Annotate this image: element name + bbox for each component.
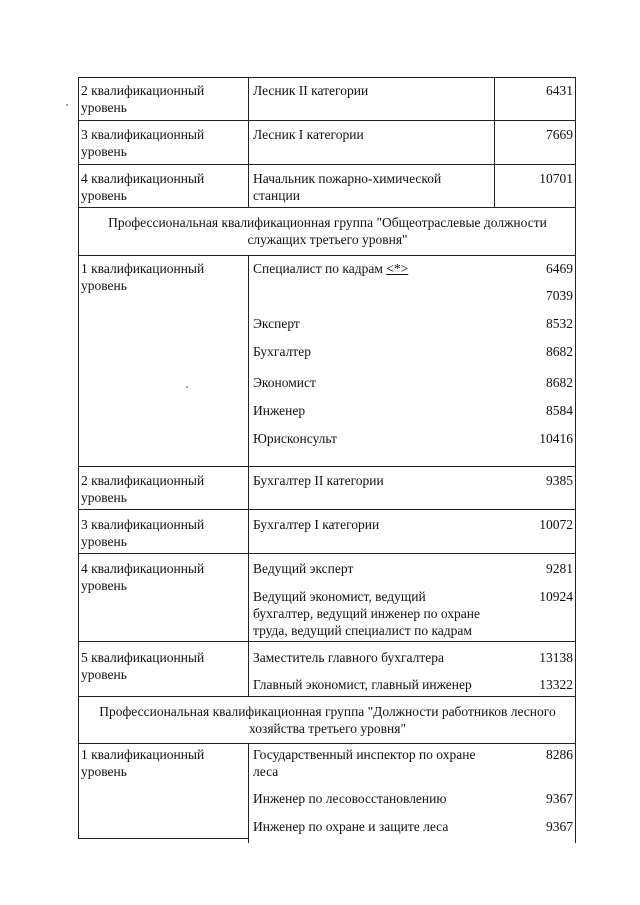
position-cell: Эксперт	[253, 316, 300, 331]
rule	[575, 77, 576, 843]
position-cell	[253, 260, 408, 277]
salary-value: 9367	[546, 791, 573, 806]
level-cell: 2 квалификационный уровень	[81, 473, 205, 505]
rule	[78, 255, 575, 256]
rule	[78, 641, 575, 642]
salary-value: 8584	[546, 403, 573, 418]
rule	[78, 77, 575, 78]
rule	[78, 77, 79, 838]
rule	[78, 207, 575, 208]
level-cell: 2 квалификационный уровень	[81, 83, 205, 115]
salary-value: 9385	[546, 473, 573, 488]
salary-value: 13322	[539, 677, 573, 692]
group-header: Профессиональная квалификационная группа "Общеотраслевые должности служащих третьего уровня"	[108, 215, 547, 247]
salary-value: 7039	[546, 288, 573, 303]
salary-value: 13138	[539, 650, 573, 665]
footnote-link[interactable]: <*>	[386, 261, 409, 276]
rule	[78, 696, 575, 697]
position-cell: Бухгалтер	[253, 344, 311, 359]
rule	[78, 120, 575, 121]
salary-value: 8532	[546, 316, 573, 331]
rule	[248, 77, 249, 207]
salary-value: 10416	[539, 431, 573, 446]
level-cell: 4 квалификационный уровень	[81, 561, 205, 593]
level-cell: 5 квалификационный уровень	[81, 650, 205, 682]
position-cell: Ведущий эксперт	[253, 561, 354, 576]
salary-value: 10924	[539, 589, 573, 604]
position-cell: Инженер	[253, 403, 306, 418]
level-cell: 3 квалификационный уровень	[81, 127, 205, 159]
scan-speck	[66, 104, 68, 106]
salary-value: 9367	[546, 819, 573, 834]
salary-value: 8682	[546, 344, 573, 359]
salary-value: 6469	[546, 261, 573, 276]
position-cell: Экономист	[253, 375, 316, 390]
salary-value: 8682	[546, 375, 573, 390]
position-cell: Начальник пожарно-химической станции	[253, 171, 442, 203]
rule	[78, 553, 575, 554]
rule	[78, 164, 575, 165]
rule	[78, 743, 575, 744]
level-cell: 1 квалификационный уровень	[81, 261, 205, 293]
level-cell: 4 квалификационный уровень	[81, 171, 205, 203]
position-cell: Заместитель главного бухгалтера	[253, 650, 445, 665]
position-cell: Бухгалтер II категории	[253, 473, 384, 488]
salary-value: 6431	[546, 83, 573, 98]
position-cell: Инженер по охране и защите леса	[253, 819, 449, 834]
scan-speck	[186, 386, 188, 388]
salary-value: 8286	[546, 747, 573, 762]
position-label: Специалист по кадрам	[253, 261, 383, 276]
position-cell: Лесник II категории	[253, 83, 369, 98]
position-cell: Лесник I категории	[253, 127, 364, 142]
position-cell: Ведущий экономист, ведущий бухгалтер, ведущий инженер по охране труда, ведущий специалист по кадрам	[253, 589, 480, 638]
position-cell: Бухгалтер I категории	[253, 517, 380, 532]
rule	[78, 466, 575, 467]
position-cell: Главный экономист, главный инженер	[253, 677, 472, 692]
rule	[78, 509, 575, 510]
salary-value: 9281	[546, 561, 573, 576]
rule	[248, 743, 249, 843]
rule	[78, 838, 248, 839]
position-cell: Государственный инспектор по охране леса	[253, 747, 476, 779]
group-header: Профессиональная квалификационная группа "Должности работников лесного хозяйства третьего уровня"	[99, 704, 556, 736]
salary-value: 10072	[539, 517, 573, 532]
position-cell: Инженер по лесовосстановлению	[253, 791, 447, 806]
salary-value: 7669	[546, 127, 573, 142]
rule	[494, 77, 495, 207]
position-cell: Юрисконсульт	[253, 431, 337, 446]
salary-value: 10701	[539, 171, 573, 186]
level-cell: 1 квалификационный уровень	[81, 747, 205, 779]
level-cell: 3 квалификационный уровень	[81, 517, 205, 549]
rule	[248, 255, 249, 696]
